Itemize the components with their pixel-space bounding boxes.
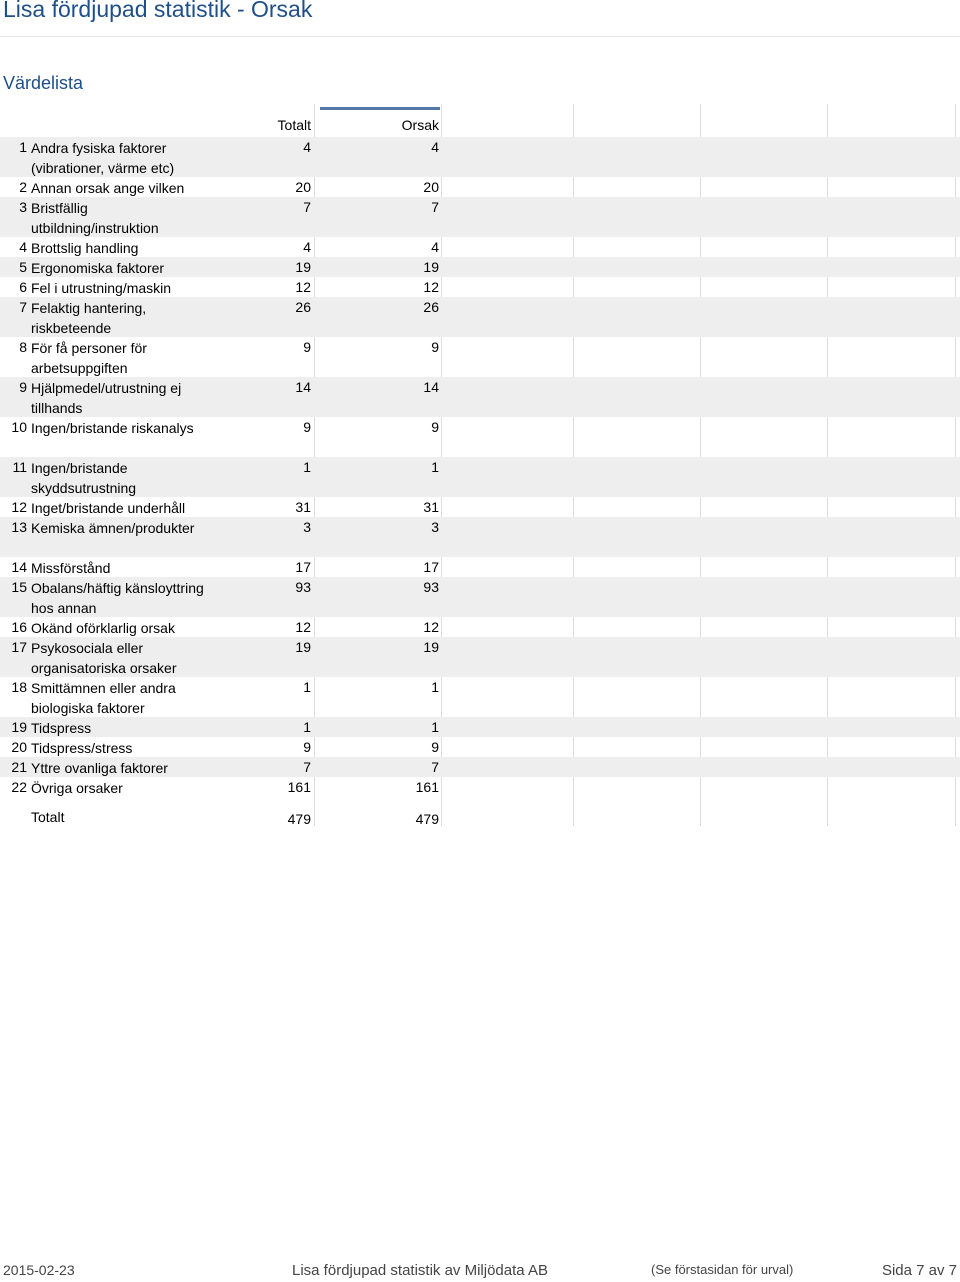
row-totalt: 14 bbox=[295, 379, 311, 395]
row-label: Smittämnen eller andra biologiska faktorer bbox=[31, 680, 176, 716]
table-row bbox=[0, 457, 960, 497]
row-totalt: 1 bbox=[303, 679, 311, 695]
row-label: Annan orsak ange vilken bbox=[31, 180, 185, 196]
table-row bbox=[0, 637, 960, 677]
row-number: 7 bbox=[19, 299, 27, 315]
value-table bbox=[0, 137, 960, 797]
row-totalt: 7 bbox=[303, 199, 311, 215]
footer-title: Lisa fördjupad statistik av Miljödata AB bbox=[292, 1262, 548, 1279]
row-number: 14 bbox=[11, 559, 27, 575]
row-totalt: 7 bbox=[303, 759, 311, 775]
total-orsak: 479 bbox=[415, 811, 439, 827]
row-orsak: 12 bbox=[423, 279, 439, 295]
page-title: Lisa fördjupad statistik - Orsak bbox=[3, 0, 313, 22]
row-number: 13 bbox=[11, 519, 27, 535]
row-label: Bristfällig utbildning/instruktion bbox=[31, 200, 159, 236]
row-orsak: 12 bbox=[423, 619, 439, 635]
total-totalt: 479 bbox=[287, 811, 311, 827]
table-row bbox=[0, 777, 960, 797]
row-label: Okänd oförklarlig orsak bbox=[31, 620, 175, 636]
row-totalt: 31 bbox=[295, 499, 311, 515]
row-number: 10 bbox=[11, 419, 27, 435]
total-row bbox=[0, 809, 960, 831]
row-orsak: 9 bbox=[431, 739, 439, 755]
row-totalt: 12 bbox=[295, 279, 311, 295]
row-label: Felaktig hantering, riskbeteende bbox=[31, 300, 147, 336]
row-orsak: 9 bbox=[431, 339, 439, 355]
table-row bbox=[0, 177, 960, 197]
row-orsak: 1 bbox=[431, 719, 439, 735]
row-label: Missförstånd bbox=[31, 560, 111, 576]
row-orsak: 19 bbox=[423, 259, 439, 275]
row-label: Inget/bristande underhåll bbox=[31, 500, 186, 516]
row-label: För få personer för arbetsuppgiften bbox=[31, 340, 147, 376]
row-orsak: 161 bbox=[415, 779, 439, 795]
row-orsak: 9 bbox=[431, 419, 439, 435]
row-number: 17 bbox=[11, 639, 27, 655]
row-totalt: 3 bbox=[303, 519, 311, 535]
row-orsak: 7 bbox=[431, 759, 439, 775]
row-label: Andra fysiska faktorer (vibrationer, värme etc) bbox=[31, 140, 175, 176]
row-label: Tidspress/stress bbox=[31, 740, 133, 756]
row-number: 15 bbox=[11, 579, 27, 595]
table-row bbox=[0, 197, 960, 237]
row-number: 12 bbox=[11, 499, 27, 515]
column-header-orsak: Orsak bbox=[401, 117, 439, 133]
row-number: 2 bbox=[19, 179, 27, 195]
row-totalt: 4 bbox=[303, 239, 311, 255]
row-orsak: 31 bbox=[423, 499, 439, 515]
row-totalt: 17 bbox=[295, 559, 311, 575]
row-label: Fel i utrustning/maskin bbox=[31, 280, 172, 296]
row-number: 9 bbox=[19, 379, 27, 395]
row-totalt: 161 bbox=[287, 779, 311, 795]
row-label: Tidspress bbox=[31, 720, 92, 736]
row-number: 11 bbox=[12, 459, 27, 475]
row-orsak: 19 bbox=[423, 639, 439, 655]
table-row bbox=[0, 677, 960, 717]
row-number: 16 bbox=[11, 619, 27, 635]
column-header-totalt: Totalt bbox=[277, 117, 311, 133]
row-totalt: 1 bbox=[303, 719, 311, 735]
row-orsak: 26 bbox=[423, 299, 439, 315]
table-row bbox=[0, 577, 960, 617]
row-number: 6 bbox=[19, 279, 27, 295]
row-label: Brottslig handling bbox=[31, 240, 139, 256]
row-totalt: 1 bbox=[303, 459, 311, 475]
row-label: Yttre ovanliga faktorer bbox=[31, 760, 168, 776]
row-number: 20 bbox=[11, 739, 27, 755]
row-number: 22 bbox=[11, 779, 27, 795]
row-totalt: 9 bbox=[303, 419, 311, 435]
page-footer bbox=[0, 1262, 960, 1282]
table-row bbox=[0, 617, 960, 637]
row-orsak: 14 bbox=[423, 379, 439, 395]
footer-hint: (Se förstasidan för urval) bbox=[651, 1262, 794, 1277]
row-number: 18 bbox=[11, 679, 27, 695]
row-totalt: 12 bbox=[295, 619, 311, 635]
row-number: 1 bbox=[19, 139, 27, 155]
table-row bbox=[0, 557, 960, 577]
footer-date: 2015-02-23 bbox=[3, 1262, 75, 1278]
row-orsak: 4 bbox=[431, 139, 439, 155]
table-row bbox=[0, 277, 960, 297]
row-label: Ingen/bristande riskanalys bbox=[31, 420, 194, 436]
row-label: Hjälpmedel/utrustning ej tillhands bbox=[31, 380, 182, 416]
table-row bbox=[0, 757, 960, 777]
row-orsak: 1 bbox=[431, 679, 439, 695]
table-row bbox=[0, 377, 960, 417]
row-label: Ergonomiska faktorer bbox=[31, 260, 165, 276]
table-row bbox=[0, 737, 960, 757]
row-number: 21 bbox=[11, 759, 27, 775]
title-divider bbox=[0, 36, 960, 37]
row-number: 3 bbox=[19, 199, 27, 215]
table-row bbox=[0, 517, 960, 557]
row-number: 4 bbox=[19, 239, 27, 255]
row-totalt: 19 bbox=[295, 639, 311, 655]
row-number: 19 bbox=[11, 719, 27, 735]
row-totalt: 19 bbox=[295, 259, 311, 275]
table-row bbox=[0, 497, 960, 517]
row-orsak: 7 bbox=[431, 199, 439, 215]
row-totalt: 26 bbox=[295, 299, 311, 315]
row-number: 8 bbox=[19, 339, 27, 355]
table-row bbox=[0, 337, 960, 377]
row-totalt: 9 bbox=[303, 739, 311, 755]
row-orsak: 20 bbox=[423, 179, 439, 195]
row-label: Ingen/bristande skyddsutrustning bbox=[31, 460, 137, 496]
table-row bbox=[0, 297, 960, 337]
row-label: Övriga orsaker bbox=[31, 780, 123, 796]
row-totalt: 9 bbox=[303, 339, 311, 355]
table-row bbox=[0, 137, 960, 177]
table-row bbox=[0, 237, 960, 257]
row-label: Psykosociala eller organisatoriska orsaker bbox=[31, 640, 177, 676]
table-row bbox=[0, 417, 960, 457]
total-label: Totalt bbox=[31, 809, 65, 825]
section-title: Värdelista bbox=[3, 73, 84, 93]
row-orsak: 1 bbox=[431, 459, 439, 475]
row-orsak: 17 bbox=[423, 559, 439, 575]
table-row bbox=[0, 257, 960, 277]
row-orsak: 4 bbox=[431, 239, 439, 255]
row-label: Obalans/häftig känsloyttring hos annan bbox=[31, 580, 204, 616]
row-orsak: 3 bbox=[431, 519, 439, 535]
row-totalt: 93 bbox=[295, 579, 311, 595]
table-row bbox=[0, 717, 960, 737]
footer-page-number: Sida 7 av 7 bbox=[881, 1262, 957, 1279]
row-number: 5 bbox=[19, 259, 27, 275]
row-totalt: 20 bbox=[295, 179, 311, 195]
column-accent-bar bbox=[320, 107, 440, 110]
row-orsak: 93 bbox=[423, 579, 439, 595]
row-totalt: 4 bbox=[303, 139, 311, 155]
row-label: Kemiska ämnen/produkter bbox=[31, 520, 195, 536]
